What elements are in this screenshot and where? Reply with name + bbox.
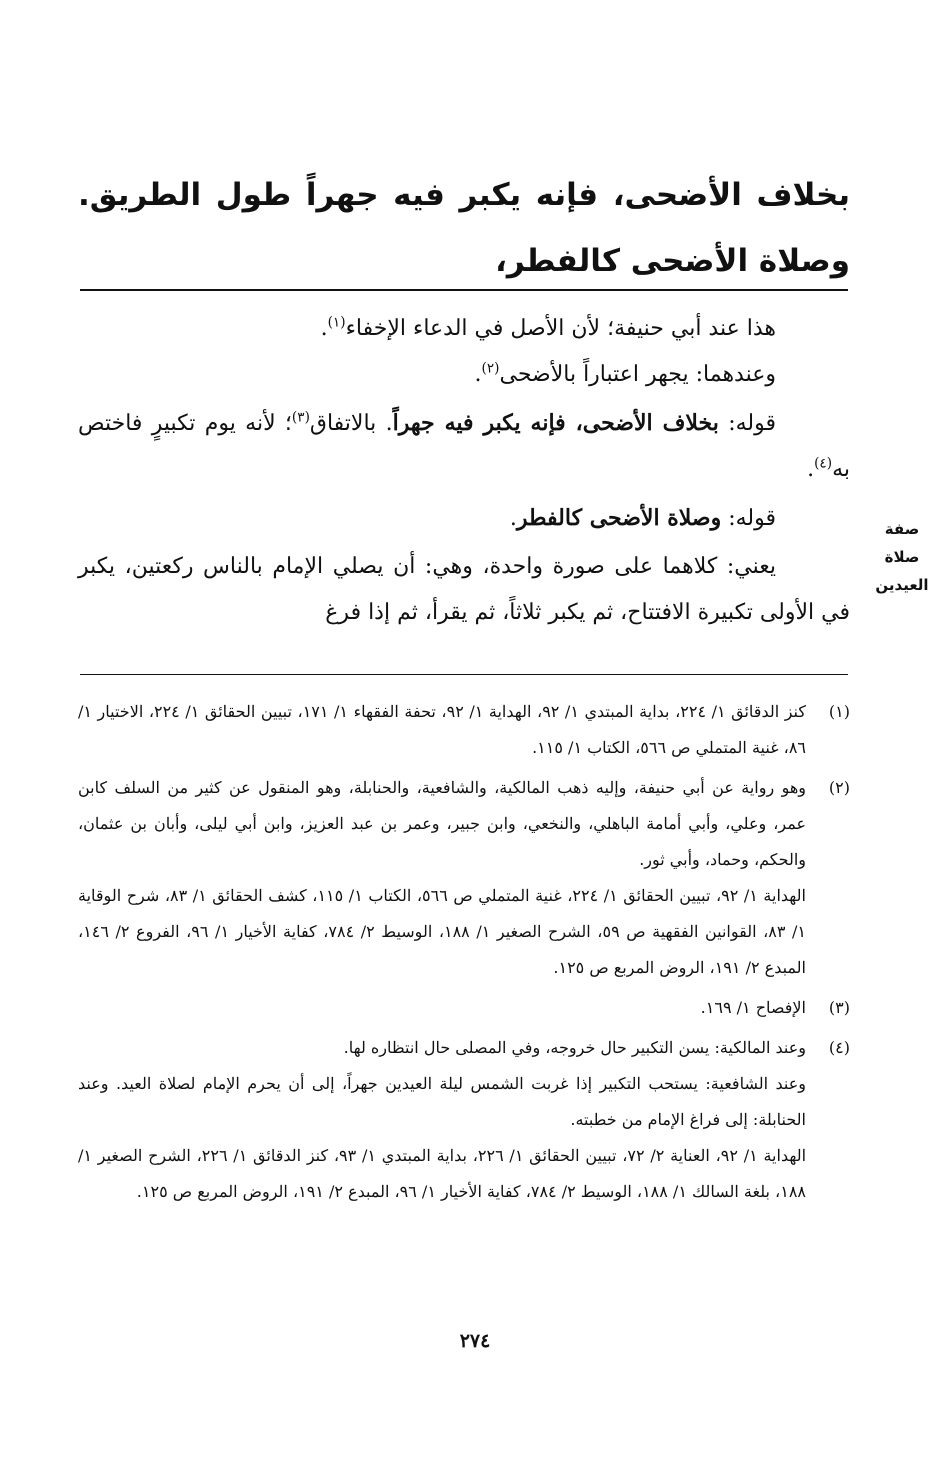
footnote-text: كنز الدقائق ١/ ٢٢٤، بداية المبتدي ١/ ٩٢، الهداية ١/ ٩٢، تحفة الفقهاء ١/ ١٧١، تبيين الحقائق ١/ ٢٢٤، الاختيار ١/ ٨٦، غنية المتملي ص ٥٦٦، الكتاب ١/ ١١٥. <box>78 702 807 757</box>
footnote-number: (٢) <box>828 778 850 797</box>
footnote-text: وعند الشافعية: يستحب التكبير إذا غربت الشمس ليلة العيدين جهراً، إلى أن يحرم الإمام لصلاة العيد. وعند الحنابلة: إلى فراغ الإمام من خطبته. <box>78 1074 806 1129</box>
main-text: بخلاف الأضحى، فإنه يكبر فيه جهراً طول الطريق. وصلاة الأضحى كالفطر، <box>78 177 850 279</box>
footnote-text: وعند المالكية: يسن التكبير حال خروجه، وفي المصلى حال انتظاره لها. <box>343 1038 806 1057</box>
footnote-1 <box>78 694 850 766</box>
footnotes <box>78 694 850 1214</box>
footnote-ref-4[interactable]: (٤) <box>814 455 833 472</box>
footnote-number: (٣) <box>828 998 850 1017</box>
footnote-4 <box>78 1030 850 1210</box>
commentary-paragraph-4: قوله: وصلاة الأضحى كالفطر. <box>509 505 776 531</box>
commentary-paragraph-3: قوله: بخلاف الأضحى، فإنه يكبر فيه جهراً. بالاتفاق$^{(٣)}$؛ لأنه يوم تكبيرٍ فاختص به$^{(٤)}$. <box>78 409 850 482</box>
margin-heading: صفة صلاة العيدين <box>875 520 929 594</box>
commentary <box>78 306 850 636</box>
footnote-ref-1[interactable]: (١) <box>327 314 346 331</box>
footnote-ref-3[interactable]: (٣) <box>291 409 310 426</box>
page-number: ٢٧٤ <box>459 1330 491 1352</box>
footnote-text: وهو رواية عن أبي حنيفة، وإليه ذهب المالكية، والشافعية، والحنابلة، وهو المنقول عن كثير من السلف كابن عمر، وعلي، وأبي أمامة الباهلي، والنخعي، وابن جبير، وعمر بن عبد العزيز، وابن أبي ليلى، وأبان بن عثمان، والحكم، وحماد، وأبي ثور. <box>78 778 807 869</box>
footnote-2 <box>78 770 850 986</box>
footnote-text: الإفصاح ١/ ١٦٩. <box>700 998 806 1017</box>
footnote-number: (١) <box>828 702 850 721</box>
footnote-text: الهداية ١/ ٩٢، العناية ٢/ ٧٢، تبيين الحقائق ١/ ٢٢٦، بداية المبتدي ١/ ٩٣، كنز الدقائق ١/ ٢٢٦، الشرح الصغير ١/ ١٨٨، بلغة السالك ١/ ١٨٨، الوسيط ٢/ ٧٨٤، كفاية الأخيار ١/ ٩٦، المبدع ٢/ ١٩١، الروض المربع ص ١٢٥. <box>78 1146 807 1201</box>
footnote-text: الهداية ١/ ٩٢، تبيين الحقائق ١/ ٢٢٤، غنية المتملي ص ٥٦٦، الكتاب ١/ ١١٥، كشف الحقائق ١/ ٨٣، شرح الوقاية ١/ ٨٣، القوانين الفقهية ص ٥٩، الشرح الصغير ١/ ١٨٨، الوسيط ٢/ ٧٨٤، كفاية الأخيار ١/ ٩٦، الفروع ٢/ ١٤٦، المبدع ٢/ ١٩١، الروض المربع ص ١٢٥. <box>78 886 807 977</box>
quoted-text: بخلاف الأضحى، فإنه يكبر فيه جهراً <box>392 410 719 436</box>
quoted-text: وصلاة الأضحى كالفطر <box>516 505 722 531</box>
footnote-ref-2[interactable]: (٢) <box>481 360 500 377</box>
commentary-paragraph-5: يعني: كلاهما على صورة واحدة، وهي: أن يصلي الإمام بالناس ركعتين، يكبر في الأولى تكبيرة الافتتاح، ثم يكبر ثلاثاً، ثم يقرأ، ثم إذا فرغ <box>78 554 850 625</box>
footnote-divider <box>80 674 848 675</box>
commentary-paragraph-2: وعندهما: يجهر اعتباراً بالأضحى$^{(٢)}$. <box>474 360 776 387</box>
footnote-3 <box>78 990 850 1026</box>
commentary-paragraph-1: هذا عند أبي حنيفة؛ لأن الأصل في الدعاء الإخفاء$^{(١)}$. <box>320 314 776 341</box>
footnote-number: (٤) <box>828 1038 850 1057</box>
section-divider <box>80 289 848 291</box>
